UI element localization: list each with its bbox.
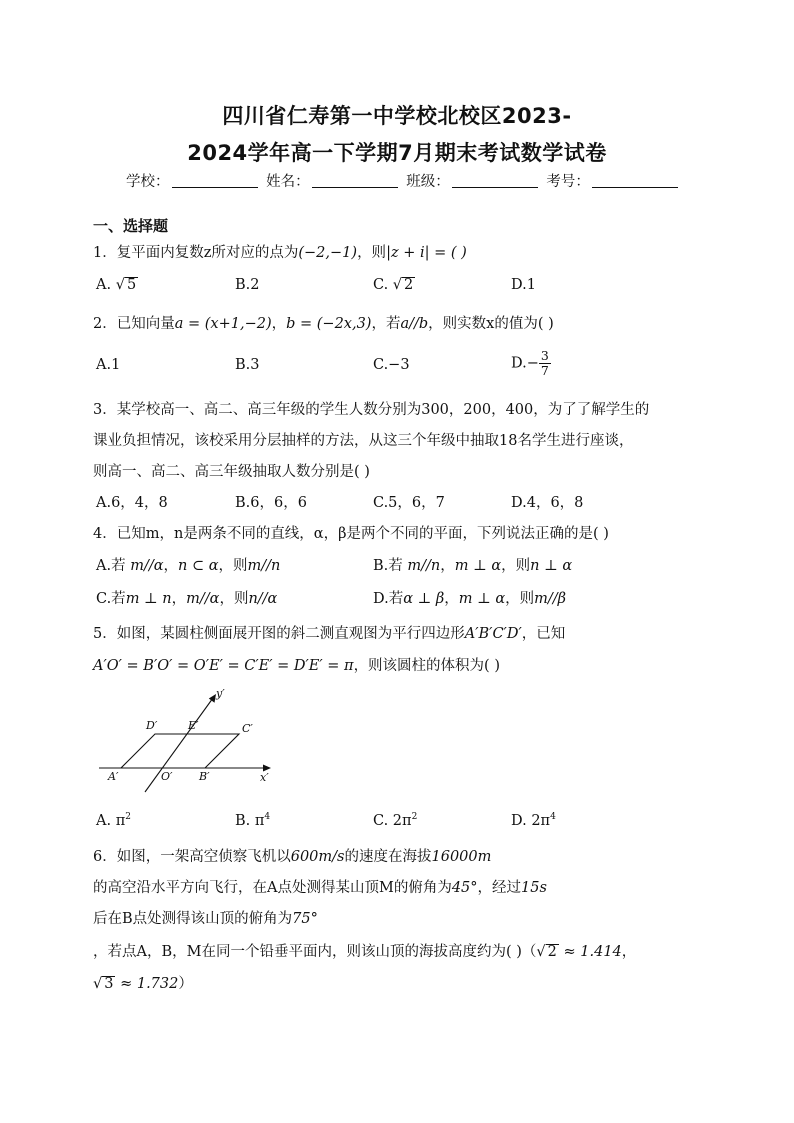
class-label: 班级： [406, 174, 450, 190]
question-6-line-3: 后在B点处测得该山顶的俯角为75° [93, 911, 318, 927]
question-3-line-2: 课业负担情况，该校采用分层抽样的方法，从这三个年级中抽取18名学生进行座谈， [93, 433, 634, 449]
label-a: A′ [108, 770, 119, 783]
q3-option-b: B.6，6，6 [235, 495, 307, 511]
label-y: y′ [216, 687, 225, 700]
q1-option-d: D.1 [511, 277, 536, 293]
q1-option-c: C. √ 2 [373, 277, 415, 293]
q4-option-c: C.若m ⊥ n，m//α，则n//α [96, 591, 278, 607]
question-3-line-1: 3．某学校高一、高二、高三年级的学生人数分别为300，200，400，为了了解学生的 [93, 402, 650, 418]
name-label: 姓名： [266, 174, 310, 190]
label-b: B′ [199, 770, 210, 783]
q4-option-d: D.若α ⊥ β，m ⊥ α，则m//β [373, 591, 567, 607]
section-heading: 一、选择题 [93, 217, 169, 235]
question-6-line-2: 的高空沿水平方向飞行，在A点处测得某山顶M的俯角为45°，经过15s [93, 880, 547, 896]
q2-option-a: A.1 [96, 357, 121, 373]
q2-option-d: D.− $\frac{3}{7}$ [511, 348, 549, 378]
number-label: 考号： [546, 174, 590, 190]
label-d: D′ [146, 719, 158, 732]
q5-option-c: C. $2\pi^2$ [373, 812, 418, 829]
name-blank [312, 173, 398, 188]
question-1-stem: 1．复平面内复数z所对应的点为(−2,−1)，则|z + i| = ( ) [93, 245, 467, 261]
q1-option-a: A. √ 5 [96, 277, 138, 293]
q5-oblique-figure [95, 684, 285, 804]
q1-option-b: B.2 [235, 277, 260, 293]
class-blank [452, 173, 538, 188]
student-info-row [126, 170, 682, 191]
school-label: 学校： [126, 174, 170, 190]
q3-option-d: D.4，6，8 [511, 495, 584, 511]
q5-option-d: D. $2\pi^4$ [511, 812, 556, 829]
q2-option-c: C.−3 [373, 357, 410, 373]
q3-option-a: A.6，4，8 [96, 495, 168, 511]
question-6-line-4: ，若点A，B，M在同一个铅垂平面内，则该山顶的海拔高度约为( )（√ 2 ≈ 1.414， [93, 940, 636, 961]
exam-title-line-1: 四川省仁寿第一中学校北校区2023- [222, 104, 572, 128]
number-blank [592, 173, 678, 188]
parallelogram-abcd [121, 734, 239, 768]
question-6-line-5: √ 3 ≈ 1.732） [93, 972, 193, 993]
label-c: C′ [242, 722, 253, 735]
question-6-line-1: 6．如图，一架高空侦察飞机以600m/s的速度在海拔16000m [93, 849, 492, 865]
q2-option-b: B.3 [235, 357, 260, 373]
question-5-line-1: 5．如图，某圆柱侧面展开图的斜二测直观图为平行四边形A′B′C′D′，已知 [93, 626, 566, 642]
question-4-stem: 4．已知m，n是两条不同的直线，α，β是两个不同的平面，下列说法正确的是( ) [93, 526, 609, 542]
exam-title-line-2: 2024学年高一下学期7月期末考试数学试卷 [187, 141, 607, 165]
q5-option-b: B. $\pi^4$ [235, 812, 271, 829]
label-x: x′ [260, 771, 269, 784]
label-e: E′ [188, 719, 199, 732]
question-5-line-2: A′O′ = B′O′ = O′E′ = C′E′ = D′E′ = π，则该圆柱的体积为( ) [93, 658, 500, 674]
q4-option-a: A.若 m//α，n ⊂ α，则m//n [96, 558, 281, 574]
q4-option-b: B.若 m//n，m ⊥ α，则n ⊥ α [373, 558, 573, 574]
question-2-stem: 2．已知向量a = (x+1,−2)，b = (−2x,3)，若a//b，则实数x的值为( ) [93, 316, 554, 332]
q5-option-a: A. $\pi^2$ [96, 812, 131, 829]
school-blank [172, 173, 258, 188]
q3-option-c: C.5，6，7 [373, 495, 445, 511]
question-3-line-3: 则高一、高二、高三年级抽取人数分别是( ) [93, 464, 370, 480]
label-o: O′ [161, 770, 173, 783]
